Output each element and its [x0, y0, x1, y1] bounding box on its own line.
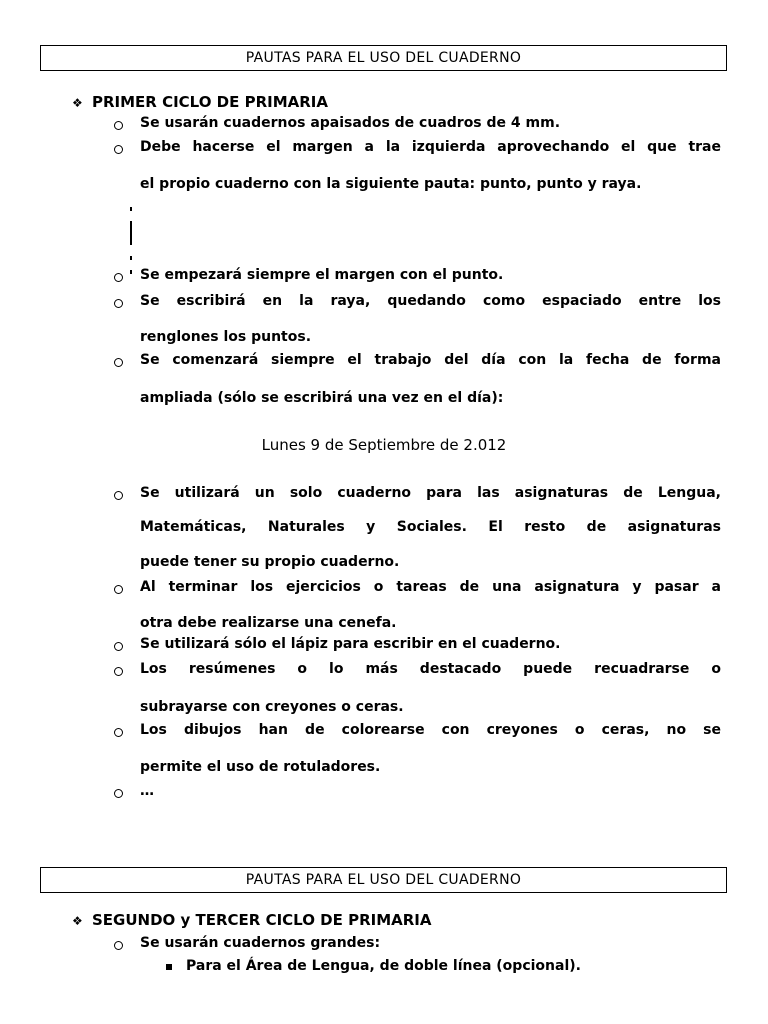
list-item-continuation — [140, 554, 721, 570]
circle-bullet-icon — [113, 788, 125, 800]
section2-heading-text: SEGUNDO y TERCER CICLO DE PRIMARIA — [92, 911, 432, 929]
list-item — [140, 267, 721, 283]
list-item-text: subrayarse con creyones o ceras. — [140, 699, 404, 715]
margin-dot-mark — [130, 270, 132, 274]
list-item-continuation — [140, 615, 721, 631]
list-item-continuation — [140, 329, 721, 345]
margin-dot-mark — [130, 256, 132, 260]
list-item-text: Se escribirá en la raya, quedando como espaciado entre los — [140, 293, 721, 309]
list-item-text: Al terminar los ejercicios o tareas de una asignatura y pasar a — [140, 579, 721, 595]
diamond-bullet-icon: ❖ — [72, 914, 83, 928]
diamond-bullet-icon: ❖ — [72, 96, 83, 110]
section2-title: PAUTAS PARA EL USO DEL CUADERNO — [245, 872, 522, 888]
list-item-text: Se empezará siempre el margen con el punto. — [140, 267, 504, 283]
list-item-text: Se usarán cuadernos grandes: — [140, 935, 381, 951]
list-item-text: Se comenzará siempre el trabajo del día con la fecha de forma — [140, 352, 721, 368]
circle-bullet-icon — [113, 120, 125, 132]
section1-title-box — [40, 45, 727, 71]
list-item-text: renglones los puntos. — [140, 329, 312, 345]
list-item-text: … — [140, 783, 154, 799]
list-item-text: permite el uso de rotuladores. — [140, 759, 381, 775]
list-item-text: Matemáticas, Naturales y Sociales. El resto de asignaturas — [140, 519, 721, 535]
list-item — [140, 783, 721, 799]
list-item-continuation — [140, 390, 721, 406]
section2-heading — [72, 910, 432, 931]
section1-title: PAUTAS PARA EL USO DEL CUADERNO — [245, 50, 522, 66]
list-item — [140, 139, 721, 155]
circle-bullet-icon — [113, 727, 125, 739]
section2-title-box — [40, 867, 727, 893]
list-item — [140, 352, 721, 368]
list-item — [140, 935, 721, 951]
circle-bullet-icon — [113, 298, 125, 310]
section1-heading — [72, 92, 328, 113]
circle-bullet-icon — [113, 144, 125, 156]
date-example: Lunes 9 de Septiembre de 2.012 — [261, 436, 507, 454]
list-item-continuation — [140, 176, 721, 192]
list-item — [140, 661, 721, 677]
list-item — [140, 636, 721, 652]
circle-bullet-icon — [113, 357, 125, 369]
circle-bullet-icon — [113, 584, 125, 596]
list-item-text: otra debe realizarse una cenefa. — [140, 615, 397, 631]
list-item — [140, 722, 721, 738]
list-item-text: Los resúmenes o lo más destacado puede recuadrarse o — [140, 661, 721, 677]
list-item-continuation — [140, 699, 721, 715]
list-item-text: ampliada (sólo se escribirá una vez en el día): — [140, 390, 504, 406]
list-item-continuation — [140, 519, 721, 535]
list-item-text: Se utilizará sólo el lápiz para escribir en el cuaderno. — [140, 636, 561, 652]
sub-list-item — [186, 958, 726, 974]
circle-bullet-icon — [113, 272, 125, 284]
list-item — [140, 115, 721, 131]
list-item-text: Debe hacerse el margen a la izquierda aprovechando el que trae — [140, 139, 721, 155]
circle-bullet-icon — [113, 666, 125, 678]
margin-line-mark — [130, 221, 132, 245]
list-item — [140, 579, 721, 595]
list-item-text: Se usarán cuadernos apaisados de cuadros de 4 mm. — [140, 115, 561, 131]
list-item-text: Los dibujos han de colorearse con creyones o ceras, no se — [140, 722, 721, 738]
list-item — [140, 485, 721, 501]
circle-bullet-icon — [113, 641, 125, 653]
circle-bullet-icon — [113, 940, 125, 952]
list-item — [140, 293, 721, 309]
list-item-text: Se utilizará un solo cuaderno para las asignaturas de Lengua, — [140, 485, 721, 501]
sub-list-item-text: Para el Área de Lengua, de doble línea (opcional). — [186, 958, 581, 974]
section1-heading-text: PRIMER CICLO DE PRIMARIA — [92, 93, 328, 111]
square-bullet-icon — [166, 964, 172, 970]
list-item-text: puede tener su propio cuaderno. — [140, 554, 400, 570]
list-item-continuation — [140, 759, 721, 775]
margin-dot-mark — [130, 207, 132, 211]
circle-bullet-icon — [113, 490, 125, 502]
list-item-text: el propio cuaderno con la siguiente pauta: punto, punto y raya. — [140, 176, 642, 192]
